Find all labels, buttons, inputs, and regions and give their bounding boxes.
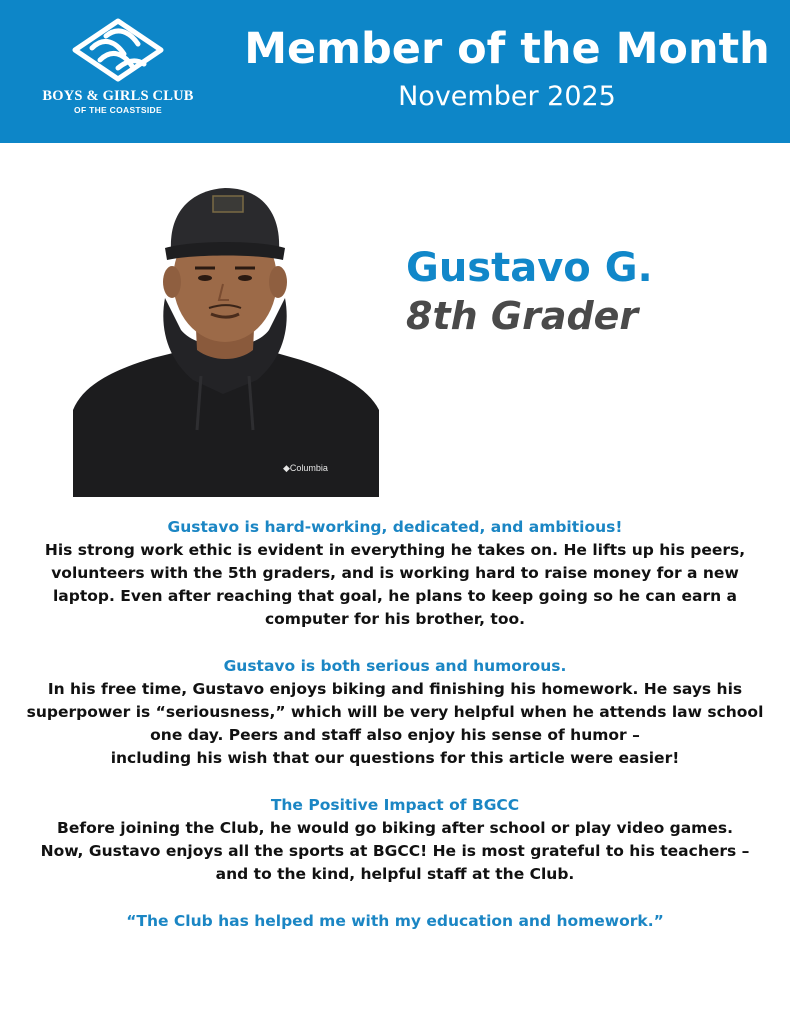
member-quote: “The Club has helped me with my education and homework.” [126,912,664,930]
paragraph-line: laptop. Even after reaching that goal, he plans to keep going so he can earn a [52,587,737,605]
member-grade: 8th Grader [406,294,639,338]
section-paragraph [20,539,770,631]
page-subtitle: November 2025 [398,81,616,112]
paragraph-line: In his free time, Gustavo enjoys biking and finishing his homework. He says his [47,680,743,698]
club-logo-icon [72,18,164,82]
section-paragraph [20,678,770,770]
paragraph-line: and to the kind, helpful staff at the Club. [215,865,575,883]
paragraph-line: volunteers with the 5th graders, and is working hard to raise money for a new [51,564,739,582]
page-title: Member of the Month [244,24,770,74]
member-photo [73,180,379,497]
paragraph-line: Now, Gustavo enjoys all the sports at BGCC! He is most grateful to his teachers – [40,842,750,860]
paragraph-line: superpower is “seriousness,” which will be very helpful when he attends law school [26,703,764,721]
section-heading: The Positive Impact of BGCC [270,796,520,814]
section-heading: Gustavo is hard-working, dedicated, and ambitious! [167,518,623,536]
hoodie-logo: ◆Columbia [283,463,328,473]
member-portrait-icon [73,180,379,497]
member-name: Gustavo G. [406,245,653,291]
club-logo [28,18,208,118]
paragraph-line: including his wish that our questions for this article were easier! [110,749,680,767]
article-body [20,516,770,933]
paragraph-line: Before joining the Club, he would go biking after school or play video games. [57,819,733,837]
header-banner [0,0,790,143]
paragraph-line: His strong work ethic is evident in everything he takes on. He lifts up his peers, [44,541,746,559]
section-paragraph [20,817,770,886]
logo-name: BOYS & GIRLS CLUB [42,88,194,104]
paragraph-line: computer for his brother, too. [264,610,526,628]
logo-subtitle: OF THE COASTSIDE [74,105,162,115]
paragraph-line: one day. Peers and staff also enjoy his sense of humor – [150,726,640,744]
section-heading: Gustavo is both serious and humorous. [223,657,567,675]
